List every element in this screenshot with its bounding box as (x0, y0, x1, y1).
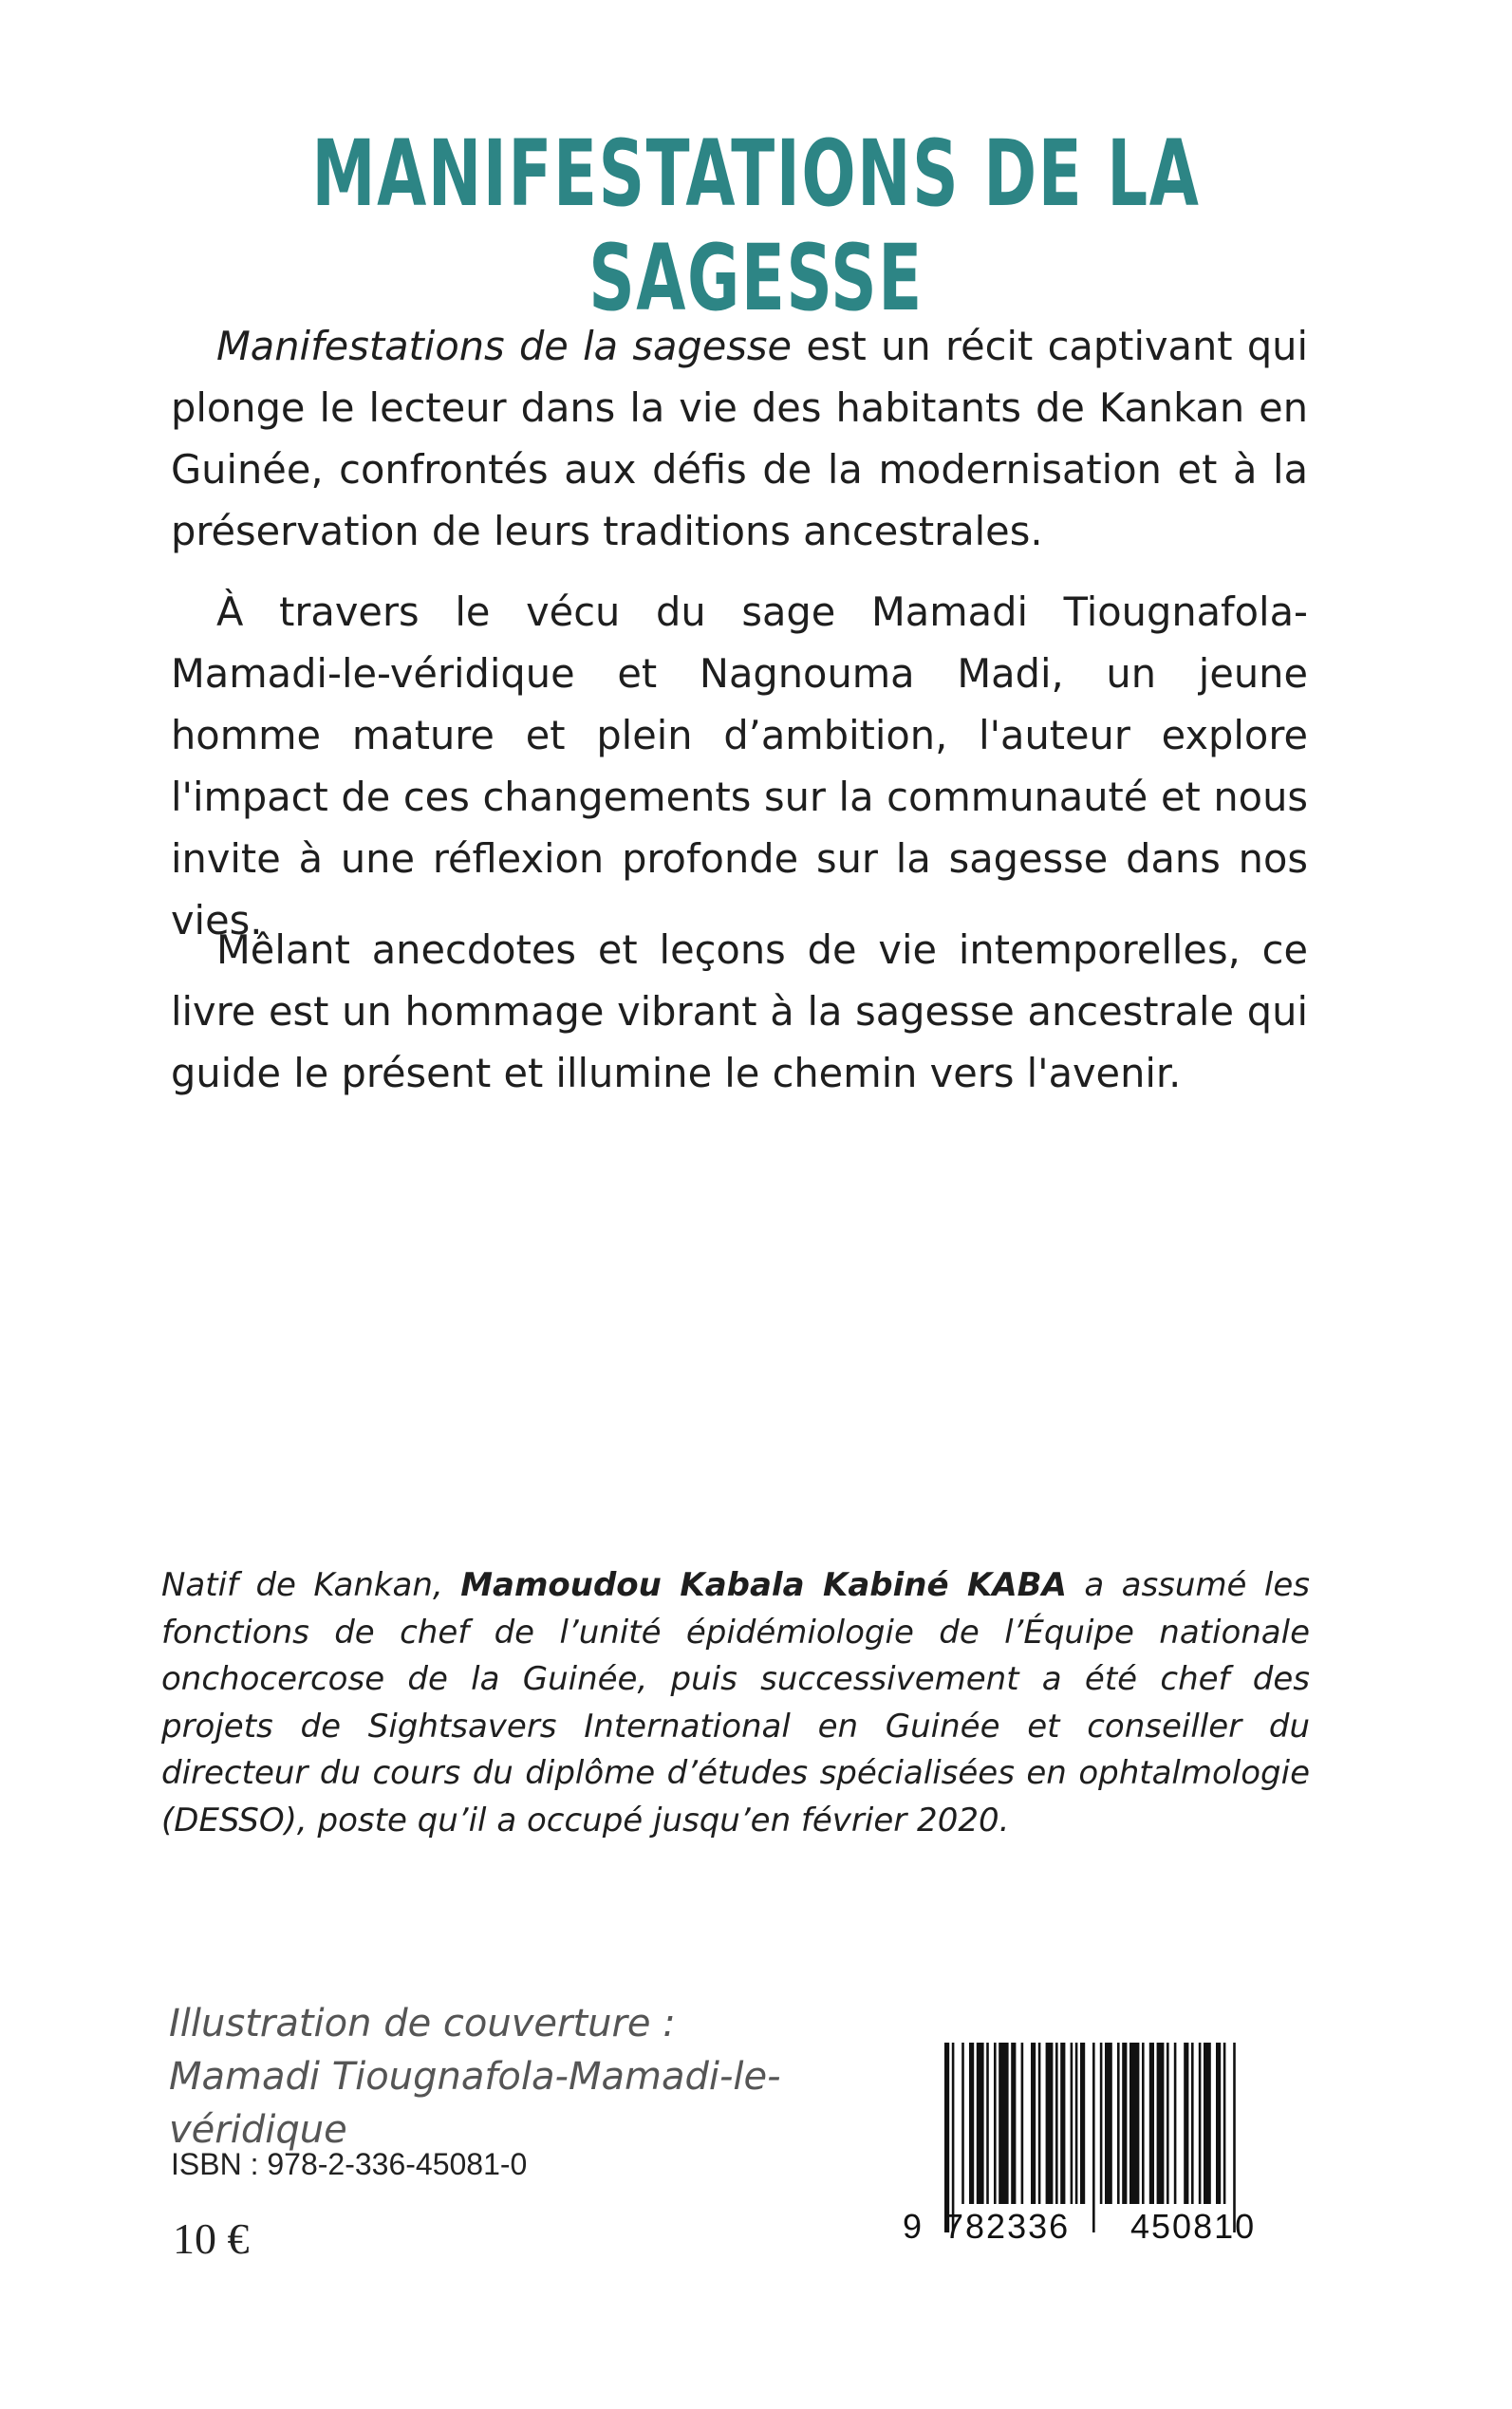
blurb-p1-text: est un récit captivant qui plonge le lecteur dans la vie des habitants de Kankan en Guinée, confrontés aux défis de la modernisation et à la préservation de leurs traditions ancestrales. (171, 323, 1309, 554)
barcode-bar (1216, 2043, 1221, 2204)
barcode-bar (1167, 2043, 1169, 2204)
barcode-bar (952, 2043, 955, 2232)
barcode-bar (1191, 2043, 1194, 2204)
blurb-paragraph-2: À travers le vécu du sage Mamadi Tiougnafola-Mamadi-le-véridique et Nagnouma Madi, un jeune homme mature et plein d’ambition, l'auteur explore l'impact de ces changements sur la communauté et nous invite à une réflexion profonde sur la sagesse dans nos vies. (171, 588, 1308, 943)
barcode-bar (1105, 2043, 1112, 2204)
isbn: ISBN : 978-2-336-45081-0 (171, 2147, 528, 2181)
barcode-bar (944, 2043, 949, 2232)
barcode-bar (1122, 2043, 1127, 2204)
barcode-bar (1060, 2043, 1065, 2204)
barcode-bar (969, 2043, 974, 2204)
bio-intro: Natif de Kankan, (161, 1566, 461, 1604)
barcode-bar (1184, 2043, 1188, 2204)
price: 10 € (173, 2214, 250, 2263)
barcode-digits-left: 782336 (944, 2207, 1071, 2246)
blurb-title-italic: Manifestations de la sagesse (216, 323, 793, 369)
barcode (897, 2041, 1324, 2250)
barcode-bar (1092, 2043, 1095, 2232)
barcode-bar (994, 2043, 997, 2204)
barcode-bar (1011, 2043, 1016, 2204)
barcode-bar (1223, 2043, 1226, 2204)
barcode-bar (1080, 2043, 1085, 2204)
barcode-bars (944, 2043, 1236, 2232)
barcode-bar (1075, 2043, 1078, 2204)
barcode-bar (1199, 2043, 1202, 2204)
barcode-bar (1174, 2043, 1177, 2204)
barcode-bar (1038, 2043, 1041, 2204)
barcode-bar (961, 2043, 964, 2204)
barcode-bar (999, 2043, 1008, 2204)
barcode-bar (1046, 2043, 1054, 2204)
barcode-bar (1233, 2043, 1236, 2232)
barcode-bar (986, 2043, 989, 2204)
cover-illustration-credit: Illustration de couverture : Mamadi Tiougnafola-Mamadi-le-véridique (169, 2002, 781, 2152)
barcode-bar (1149, 2043, 1154, 2204)
barcode-bar (1204, 2043, 1211, 2204)
barcode-bar (1129, 2043, 1139, 2204)
author-name: Mamoudou Kabala Kabiné KABA (460, 1566, 1067, 1604)
barcode-bar (1021, 2043, 1024, 2204)
barcode-bar (1031, 2043, 1036, 2204)
barcode-digit-first: 9 (903, 2207, 923, 2246)
barcode-bar (1071, 2043, 1073, 2204)
barcode-bar (1142, 2043, 1145, 2204)
barcode-bar (1117, 2043, 1120, 2204)
bio-text: a assumé les fonctions de chef de l’unité épidémiologie de l’Équipe nationale onchocercose de la Guinée, puis successivement a été chef des projets de Sightsavers International en Guinée et conseiller du directeur du cours du diplôme d’études spécialisées en ophtalmologie (DESSO), poste qu’il a occupé jusqu’en février 2020. (161, 1566, 1310, 1839)
barcode-bar (977, 2043, 984, 2204)
author-bio (161, 1562, 1310, 1844)
barcode-bar (1055, 2043, 1058, 2204)
barcode-digits-right: 450810 (1130, 2207, 1257, 2246)
barcode-graphic (897, 2041, 1324, 2250)
blurb-paragraph-3: Mêlant anecdotes et leçons de vie intemporelles, ce livre est un hommage vibrant à la sagesse ancestrale qui guide le présent et illumine le chemin vers l'avenir. (171, 926, 1308, 1096)
blurb-paragraph-1 (171, 315, 1308, 562)
barcode-bar (1100, 2043, 1103, 2204)
book-title: MANIFESTATIONS DE LA SAGESSE (311, 121, 1201, 331)
barcode-bar (1157, 2043, 1165, 2204)
